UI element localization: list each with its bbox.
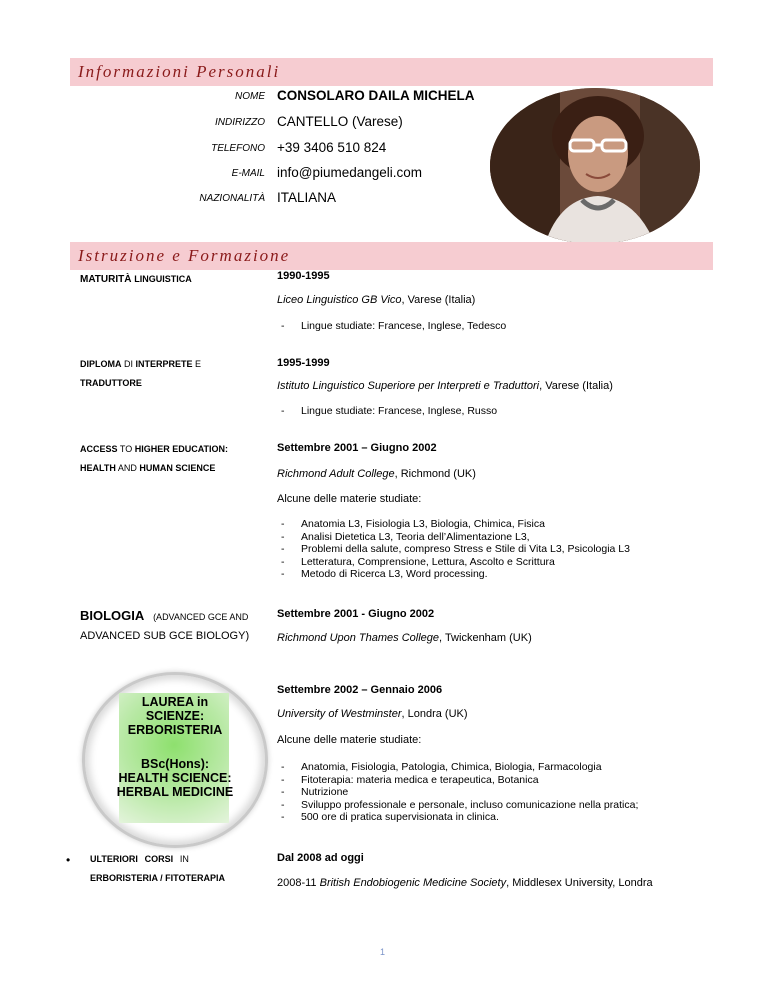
edu4-inst-rest: , Twickenham (UK) [439, 632, 532, 644]
edu3-institution [277, 468, 476, 480]
edu6-t-a: ULTERIORI [90, 854, 138, 864]
edu4-title [80, 606, 249, 646]
edu6-line-name: British Endobiogenic Medicine Society [319, 877, 507, 889]
edu1-date: 1990-1995 [277, 270, 330, 282]
list-item: - Fitoterapia: materia medica e terapeutica, Botanica [277, 774, 638, 787]
edu4-title-line2: ADVANCED SUB GCE BIOLOGY) [80, 630, 250, 642]
label-nazionalita: NAZIONALITÀ [199, 193, 265, 204]
section-title-personal: Informazioni Personali [78, 62, 281, 81]
edu5-date: Settembre 2002 – Gennaio 2006 [277, 684, 443, 696]
value-nome: CONSOLARO DAILA MICHELA [277, 88, 475, 103]
edu2-t-c: INTERPRETE [135, 359, 193, 369]
edu6-t-c: IN [179, 854, 189, 864]
edu5-inst-name: University of Westminster [277, 708, 402, 720]
edu3-t-a: ACCESS [80, 444, 118, 454]
portrait-illustration [490, 88, 700, 244]
list-item: - Letteratura, Comprensione, Lettura, Ascolto e Scrittura [277, 556, 630, 569]
edu6-date: Dal 2008 ad oggi [277, 852, 364, 864]
edu4-title-line1 [80, 606, 249, 627]
edu5-list [277, 761, 638, 824]
value-telefono: +39 3406 510 824 [277, 140, 387, 155]
edu3-subjects-label: Alcune delle materie studiate: [277, 493, 422, 505]
label-telefono: TELEFONO [211, 143, 265, 154]
degree-badge [82, 672, 268, 848]
edu4-inst-name: Richmond Upon Thames College [277, 632, 440, 644]
bullet-icon: • [66, 853, 71, 867]
list-item: - 500 ore di pratica supervisionata in clinica. [277, 811, 638, 824]
edu3-title-line1 [80, 440, 228, 459]
edu2-t-a: DIPLOMA [80, 359, 122, 369]
value-indirizzo: CANTELLO (Varese) [277, 114, 403, 129]
edu2-title [80, 355, 201, 392]
badge-line1: LAUREA in [141, 695, 209, 709]
edu4-t-b: (ADVANCED GCE AND [153, 612, 249, 622]
edu3-t-b: TO [117, 444, 135, 454]
value-nazionalita: ITALIANA [277, 190, 337, 205]
edu4-t-a: BIOLOGIA [80, 608, 145, 623]
badge-line5: HEALTH SCIENCE: [118, 771, 232, 785]
badge-line4: BSc(Hons): [140, 757, 210, 771]
edu3-t-f: HUMAN SCIENCE [139, 463, 216, 473]
edu2-list [277, 405, 497, 418]
edu2-inst-rest: , Varese (Italia) [539, 380, 613, 392]
badge-line3: ERBORISTERIA [127, 723, 223, 737]
label-nome: NOME [235, 91, 265, 102]
page-number: 1 [380, 947, 386, 957]
list-item: - Problemi della salute, compreso Stress e Stile di Vita L3, Psicologia L3 [277, 543, 630, 556]
edu5-inst-rest: , Londra (UK) [401, 708, 468, 720]
section-header-personal [70, 58, 713, 86]
list-item: - Lingue studiate: Francese, Inglese, Russo [277, 405, 497, 418]
edu1-title [80, 270, 192, 289]
list-item: - Anatomia, Fisiologia, Patologia, Chimica, Biologia, Farmacologia [277, 761, 638, 774]
profile-photo [490, 88, 700, 244]
value-email: info@piumedangeli.com [277, 165, 423, 180]
edu3-t-c: HIGHER EDUCATION: [134, 444, 229, 454]
edu3-list [277, 518, 630, 581]
edu6-line-rest: , Middlesex University, Londra [506, 877, 653, 889]
edu6-t-b: CORSI [144, 854, 174, 864]
edu2-t-d: E [192, 359, 202, 369]
list-item: - Anatomia L3, Fisiologia L3, Biologia, Chimica, Fisica [277, 518, 630, 531]
edu3-title [80, 440, 228, 478]
list-item: - Analisi Dietetica L3, Teoria dell’Alimentazione L3, [277, 531, 630, 544]
edu1-inst-rest: , Varese (Italia) [401, 294, 476, 306]
edu2-title-line1 [80, 355, 201, 374]
edu3-t-e: AND [115, 463, 140, 473]
edu6-line-pre: 2008-11 [277, 877, 320, 889]
section-title-education: Istruzione e Formazione [78, 246, 291, 265]
edu6-title-line2: ERBORISTERIA / FITOTERAPIA [90, 873, 226, 883]
badge-line6: HERBAL MEDICINE [116, 785, 234, 799]
edu3-inst-rest: , Richmond (UK) [394, 468, 476, 480]
edu3-title-line2 [80, 459, 228, 478]
list-item: - Lingue studiate: Francese, Inglese, Tedesco [277, 320, 506, 333]
list-item: - Sviluppo professionale e personale, incluso comunicazione nella pratica; [277, 799, 638, 812]
edu2-institution [277, 380, 613, 392]
edu3-inst-name: Richmond Adult College [277, 468, 395, 480]
edu5-institution [277, 708, 468, 720]
edu1-title-a: MATURITÀ [80, 274, 132, 285]
edu2-inst-name: Istituto Linguistico Superiore per Interpreti e Traduttori [277, 380, 540, 392]
list-item: - Metodo di Ricerca L3, Word processing. [277, 568, 630, 581]
edu2-title-line2: TRADUTTORE [80, 378, 142, 388]
section-header-education [70, 242, 713, 270]
list-item: - Nutrizione [277, 786, 638, 799]
edu5-subjects-label: Alcune delle materie studiate: [277, 734, 422, 746]
edu2-date: 1995-1999 [277, 357, 330, 369]
edu4-date: Settembre 2001 - Giugno 2002 [277, 608, 435, 620]
edu6-title [90, 850, 225, 887]
edu3-t-d: HEALTH [80, 463, 116, 473]
badge-line2: SCIENZE: [145, 709, 205, 723]
edu1-list [277, 320, 506, 333]
edu1-institution [277, 294, 475, 306]
edu2-t-b: DI [121, 359, 136, 369]
edu1-title-b: LINGUISTICA [134, 274, 192, 284]
label-indirizzo: INDIRIZZO [215, 117, 265, 128]
edu6-course-line [277, 877, 653, 889]
edu3-date: Settembre 2001 – Giugno 2002 [277, 442, 437, 454]
label-email: E-MAIL [231, 168, 265, 179]
edu4-institution [277, 632, 532, 644]
edu6-title-line1 [90, 850, 225, 869]
edu1-inst-name: Liceo Linguistico GB Vico [277, 294, 402, 306]
